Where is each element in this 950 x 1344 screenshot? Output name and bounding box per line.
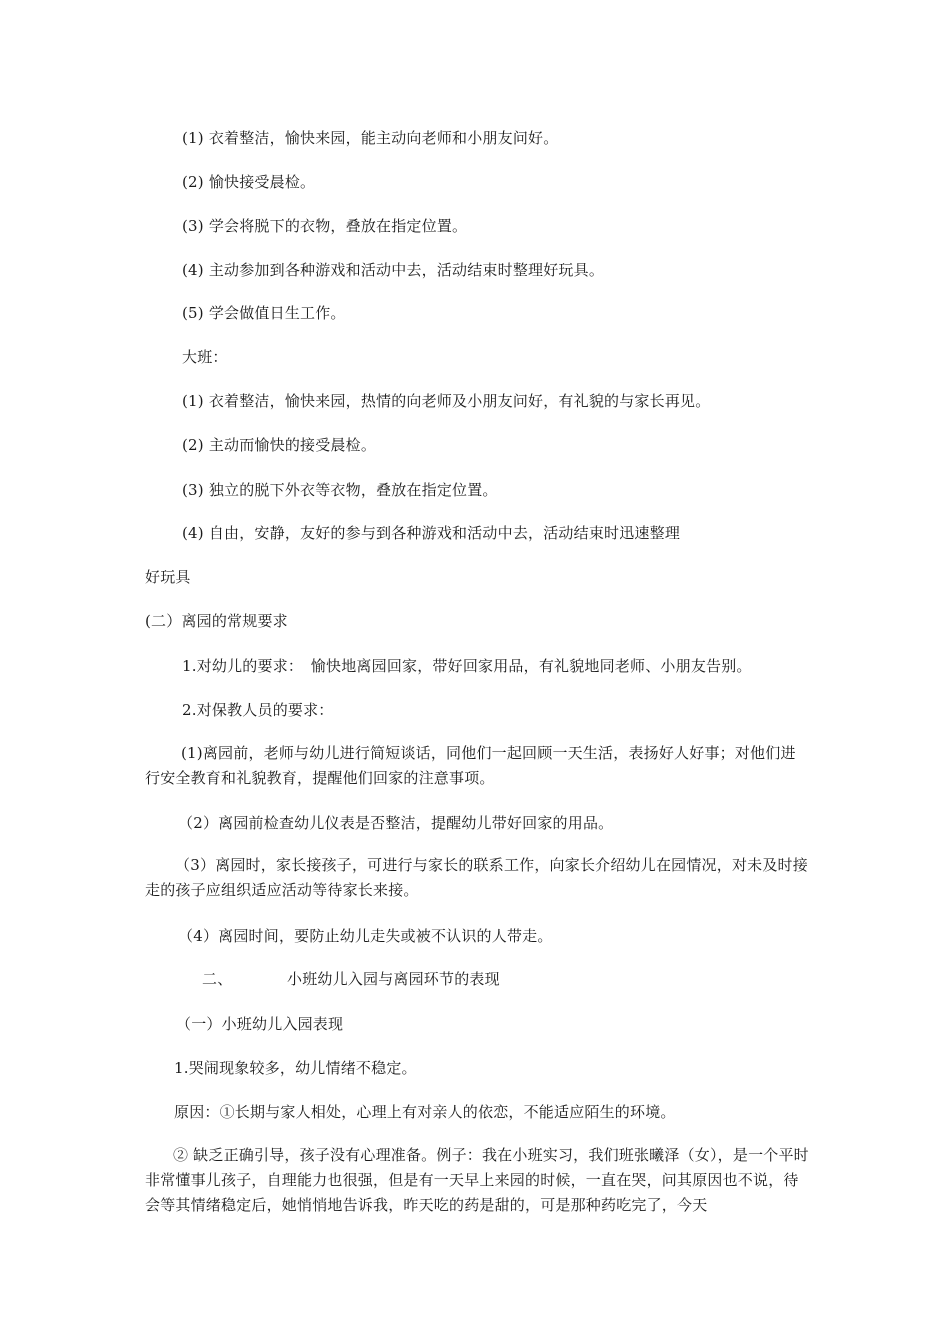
paragraph: (1)离园前，老师与幼儿进行简短谈话，同他们一起回顾一天生活，表扬好人好事；对他们进行安全教育和礼貌教育，提醒他们回家的注意事项。 bbox=[145, 744, 796, 787]
text-line: (3) 独立的脱下外衣等衣物，叠放在指定位置。 bbox=[182, 481, 498, 499]
paragraph: ② 缺乏正确引导，孩子没有心理准备。例子：我在小班实习，我们班张曦泽（女），是一个平时非常懂事儿孩子，自理能力也很强，但是有一天早上来园的时候，一直在哭，问其原因也不说，待会等其情绪稳定后，她悄悄地告诉我，昨天吃的药是甜的，可是那种药吃完了，今天 bbox=[145, 1146, 809, 1214]
text-line: 好玩具 bbox=[145, 568, 191, 586]
section-heading: 大班： bbox=[182, 348, 228, 366]
section-heading: 小班幼儿入园与离园环节的表现 bbox=[287, 970, 500, 988]
subsection-heading: （一）小班幼儿入园表现 bbox=[176, 1015, 344, 1033]
text-line: (4) 主动参加到各种游戏和活动中去，活动结束时整理好玩具。 bbox=[182, 261, 605, 279]
text-line: 2.对保教人员的要求： bbox=[182, 701, 334, 719]
text-line: 1.哭闹现象较多，幼儿情绪不稳定。 bbox=[174, 1059, 417, 1077]
text-line: (2) 愉快接受晨检。 bbox=[182, 173, 316, 191]
text-line: (3) 学会将脱下的衣物，叠放在指定位置。 bbox=[182, 217, 468, 235]
text-line: （4）离园时间，要防止幼儿走失或被不认识的人带走。 bbox=[178, 927, 553, 945]
paragraph: （3）离园时，家长接孩子，可进行与家长的联系工作，向家长介绍幼儿在园情况，对未及时接走的孩子应组织适应活动等待家长来接。 bbox=[145, 856, 808, 899]
text-line: 1.对幼儿的要求： 愉快地离园回家，带好回家用品，有礼貌地同老师、小朋友告别。 bbox=[182, 657, 752, 675]
text-line: （2）离园前检查幼儿仪表是否整洁，提醒幼儿带好回家的用品。 bbox=[178, 814, 614, 832]
text-line: 原因：①长期与家人相处，心理上有对亲人的依恋，不能适应陌生的环境。 bbox=[174, 1103, 676, 1121]
text-line: (4) 自由，安静，友好的参与到各种游戏和活动中去，活动结束时迅速整理 bbox=[182, 524, 681, 542]
text-line: (2) 主动而愉快的接受晨检。 bbox=[182, 436, 377, 454]
text-line: (1) 衣着整洁，愉快来园，热情的向老师及小朋友问好，有礼貌的与家长再见。 bbox=[182, 392, 711, 410]
text-line: (5) 学会做值日生工作。 bbox=[182, 304, 346, 322]
text-line: (1) 衣着整洁，愉快来园，能主动向老师和小朋友问好。 bbox=[182, 129, 559, 147]
section-heading: (二）离园的常规要求 bbox=[145, 612, 288, 630]
section-number: 二、 bbox=[202, 970, 233, 988]
